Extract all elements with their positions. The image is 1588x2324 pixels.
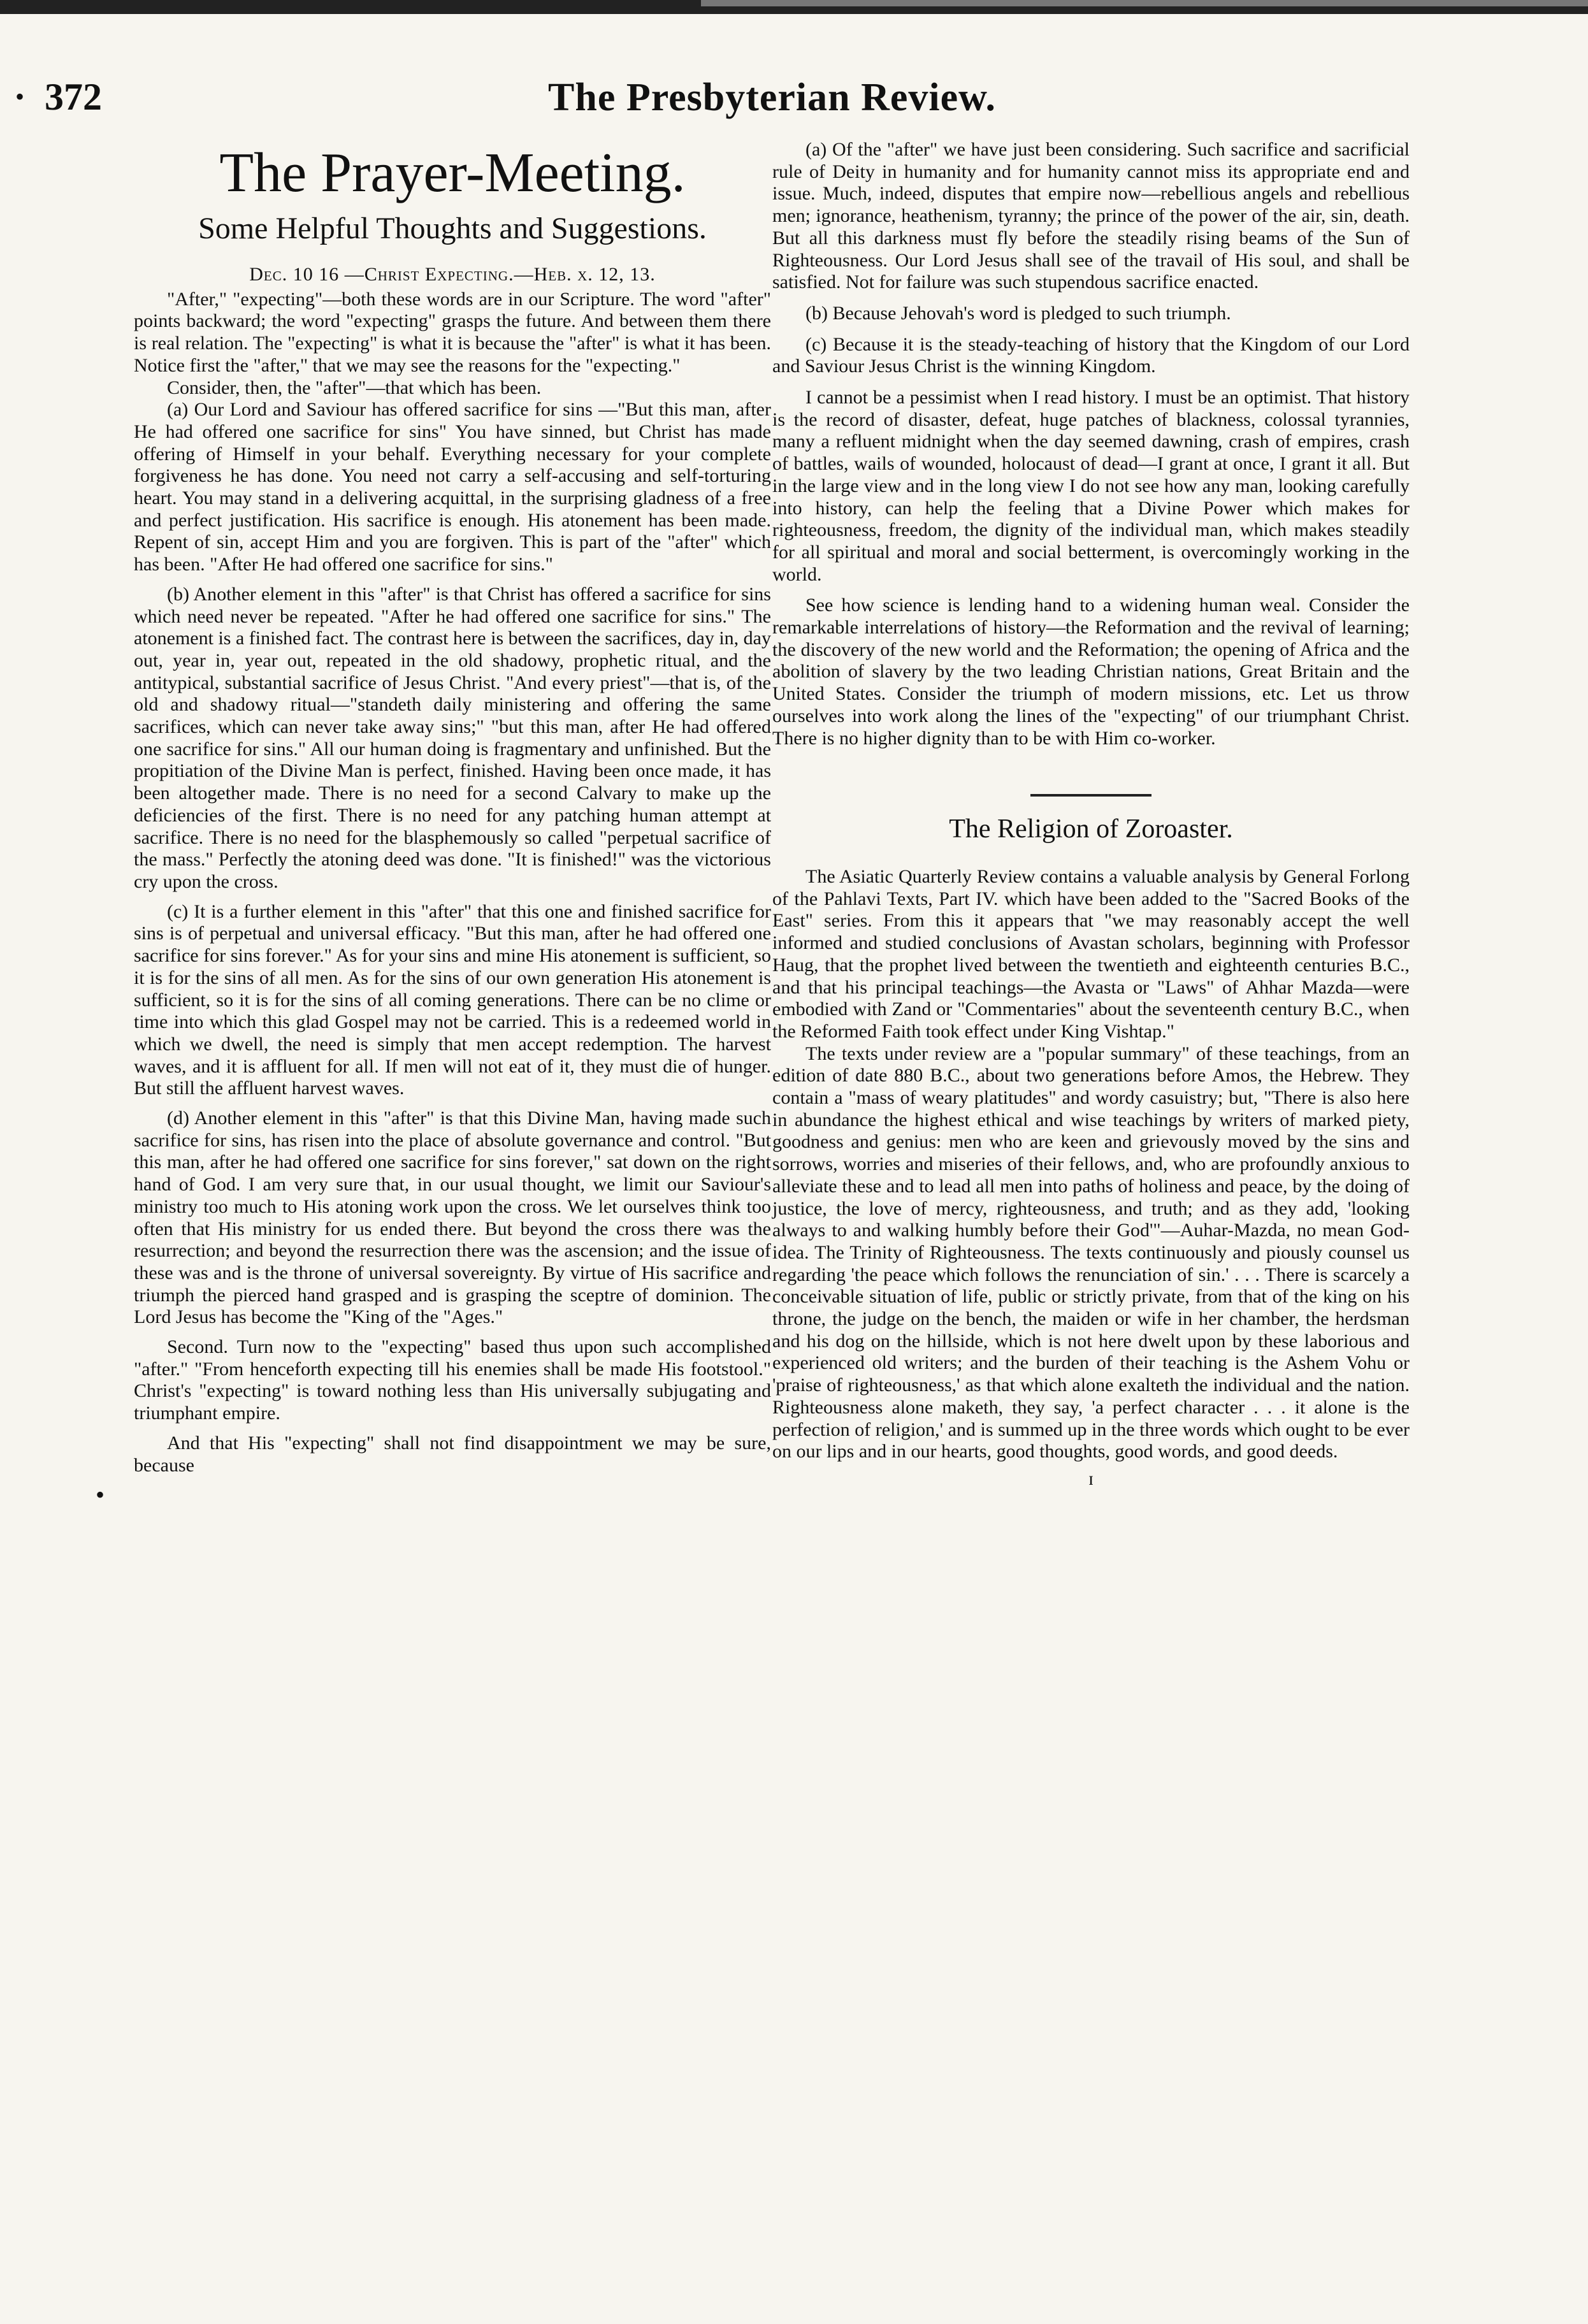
- paragraph: I cannot be a pessimist when I read history. I must be an optimist. That history is the record of disaster, defeat, huge patches of blackness, colossal tyrannies, many a refluent midnight when the day seemed dawning, crash of empires, crash of battles, wails of wounded, holocaust of dead—I grant at once, I grant it all. But in the large view and in the long view I do not see how any man, looking carefully into history, can help the feeling that a Divine Power which makes for righteousness, freedom, the dignity of the individual man, which makes steadily for all spiritual and moral and social betterment, is overcomingly working in the world.: [772, 387, 1410, 585]
- paragraph: (a) Of the "after" we have just been considering. Such sacrifice and sacrificial rule of Deity in humanity and for humanity cannot miss its appropriate end and issue. Much, indeed, disputes that empire now—rebellious angels and rebellious men; ignorance, heathenism, tyranny; the prince of the power of the air, sin, death. But all this darkness must fly before the steadily rising beams of the Sun of Righteousness. Our Lord Jesus shall see of the travail of His soul, and shall be satisfied. Not for failure was such stupendous sacrifice enacted.: [772, 139, 1410, 293]
- footer-mark: ɪ: [1088, 1468, 1094, 1489]
- paragraph: The texts under review are a "popular summary" of these teachings, from an edition of date 880 B.C., about two generations before Amos, the Hebrew. They contain a "mass of weary platitudes" and wordy casuistry; but, "There is also here in abundance the highest ethical and wise teachings by writers of marked piety, goodness and genius: men who are keen and grievously moved by the sins and sorrows, worries and miseries of their fellows, and, who are profoundly anxious to alleviate these and to lead all men into paths of holiness and peace, by the doing of justice, the love of mercy, righteousness, and truth; and as they add, 'looking always to and walking humbly before their God'"—Auhar-Mazda, no mean God-idea. The Trinity of Righteousness. The texts continuously and piously counsel us regarding 'the peace which follows the renunciation of sin.' . . . There is scarcely a conceivable situation of life, public or strictly private, from that of the king on his throne, the judge on the bench, the maiden or wife in her chamber, the herdsman and his dog on the hillside, which is not here dwelt upon by these laborious and experienced old writers; and the burden of their teaching is the Ashem Vohu or 'praise of righteousness,' as that which alone exalteth the individual and the nation. Righteousness alone maketh, they say, 'a perfect character . . . it alone is the perfection of religion,' and is summed up in the three words which ought to be ever on our lips and in our hearts, good thoughts, good words, and good deeds.: [772, 1043, 1410, 1462]
- paragraph: (b) Because Jehovah's word is pledged to such triumph.: [805, 302, 1231, 324]
- top-scan-rule-light: [701, 0, 1588, 6]
- paragraph: The Asiatic Quarterly Review contains a valuable analysis by General Forlong of the Pahlavi Texts, Part IV. which have been added to the "Sacred Books of the East" series. From this it appears that "we may reasonably accept the well informed and studied conclusions of Avastan scholars, beginning with Professor Haug, that the prophet lived between the twentieth and eighteenth centuries B.C., and that his principal teachings—the Avasta or "Laws" of Ahhar Mazda—were embodied with Zand or "Commentaries" about the seventeenth century B.C., when the Reformed Faith took effect under King Vishtap.": [772, 865, 1410, 1042]
- paragraph: (d) Another element in this "after" is that this Divine Man, having made such sacrifice for sins, has risen into the place of absolute governance and control. "But this man, after he had offered one sacrifice for sins forever," sat down on the right hand of God. I am very sure that, in our usual thought, we limit our Saviour's ministry too much to His atoning work upon the cross. We let ourselves think too often that His ministry for us ended there. But beyond the cross there was the resurrection; and beyond the resurrection there was the ascension; and the issue of these was and is the throne of universal sovereignty. By virtue of His sacrifice and triumph the pierced hand grasped and is grasping the sceptre of dominion. The Lord Jesus has become the "King of the "Ages.": [134, 1108, 771, 1328]
- paragraph: (c) It is a further element in this "after" that this one and finished sacrifice for sins is of perpetual and universal efficacy. "But this man, after he had offered one sacrifice for sins forever." As for your sins and mine His atonement is sufficient, so it is for the sins of all men. As for the sins of our own generation His atonement is sufficient, so it is for the sins of all coming generations. There can be no clime or time into which this glad Gospel may not be carried. This is a redeemed world in which we dwell, the need is simply that men accept redemption. The harvest waves, and it is affluent for all. If men will not eat of it, they must die of hunger. But still the affluent harvest waves.: [134, 900, 771, 1099]
- page-number: 372: [45, 76, 102, 118]
- section-title: The Religion of Zoroaster.: [949, 814, 1233, 844]
- date-line: Dec. 10 16 —Christ Expecting.—Heb. x. 12, 13.: [249, 264, 656, 285]
- paragraph: And that His "expecting" shall not find disappointment we may be sure, because: [134, 1432, 771, 1476]
- left-column: [134, 139, 771, 1476]
- paragraph: See how science is lending hand to a widening human weal. Consider the remarkable interrelations of history—the Reformation and the revival of learning; the discovery of the new world and the Reformation; the opening of Africa and the abolition of slavery by the two leading Christian nations, Great Britain and the United States. Consider the triumph of modern missions, etc. Let us throw ourselves into work along the lines of the "expecting" of our triumphant Christ. There is no higher dignity than to be with Him co-worker.: [772, 595, 1410, 749]
- margin-dot: •: [15, 82, 25, 111]
- paragraph: "After," "expecting"—both these words are in our Scripture. The word "after" points backward; the word "expecting" grasps the future. And between them there is real relation. The "expecting" is what it is because the "after" is what it has been. Notice first the "after," that we may see the reasons for the "expecting.": [134, 288, 771, 376]
- paragraph: (b) Another element in this "after" is that Christ has offered a sacrifice for sins which need never be repeated. "After he had offered one sacrifice for sins." The atonement is a finished fact. The contrast here is between the sacrifices, day in, day out, year in, year out, repeated in the old shadowy, prophetic ritual, and the antitypical, substantial sacrifice of Jesus Christ. "And every priest"—that is, of the old and shadowy ritual—"standeth daily ministering and offering the same sacrifices, which can never take away sins;" "but this man, after He had offered one sacrifice for sins." All our human doing is fragmentary and unfinished. But the propitiation of the Divine Man is perfect, finished. Having been once made, it has been altogether made. There is no need for a second Calvary to make up the deficiencies of the first. There is no need for any patching human attempt at sacrifice. There is no need for the blasphemously so called "perpetual sacrifice of the mass." Perfectly the atoning deed was done. "It is finished!" was the victorious cry upon the cross.: [134, 583, 771, 892]
- running-head: [45, 75, 1421, 126]
- margin-dot: •: [96, 1480, 105, 1509]
- article-title: The Prayer-Meeting.: [219, 142, 686, 204]
- paragraph: (a) Our Lord and Saviour has offered sacrifice for sins —"But this man, after He had offered one sacrifice for sins" You have sinned, but Christ has made offering of Himself in your behalf. Everything necessary for your complete forgiveness he has done. You need not carry a self-accusing and self-torturing heart. You may stand in a delivering acquittal, in the surprising gladness of a free and perfect justification. His sacrifice is enough. His atonement has been made. Repent of sin, accept Him and you are forgiven. This is part of the "after" which has been. "After He had offered one sacrifice for sins.": [134, 399, 771, 575]
- right-column: [772, 139, 1410, 1490]
- section-divider: [1030, 794, 1151, 797]
- paragraph: Consider, then, the "after"—that which has been.: [167, 377, 542, 398]
- journal-title: The Presbyterian Review.: [548, 76, 997, 119]
- article-subtitle: Some Helpful Thoughts and Suggestions.: [198, 212, 707, 245]
- paragraph: Second. Turn now to the "expecting" based thus upon such accomplished "after." "From henceforth expecting till his enemies shall be made His footstool." Christ's "expecting" is toward nothing less than His universally subjugating and triumphant empire.: [134, 1336, 771, 1424]
- paragraph: (c) Because it is the steady-teaching of history that the Kingdom of our Lord and Saviour Jesus Christ is the winning Kingdom.: [772, 333, 1410, 377]
